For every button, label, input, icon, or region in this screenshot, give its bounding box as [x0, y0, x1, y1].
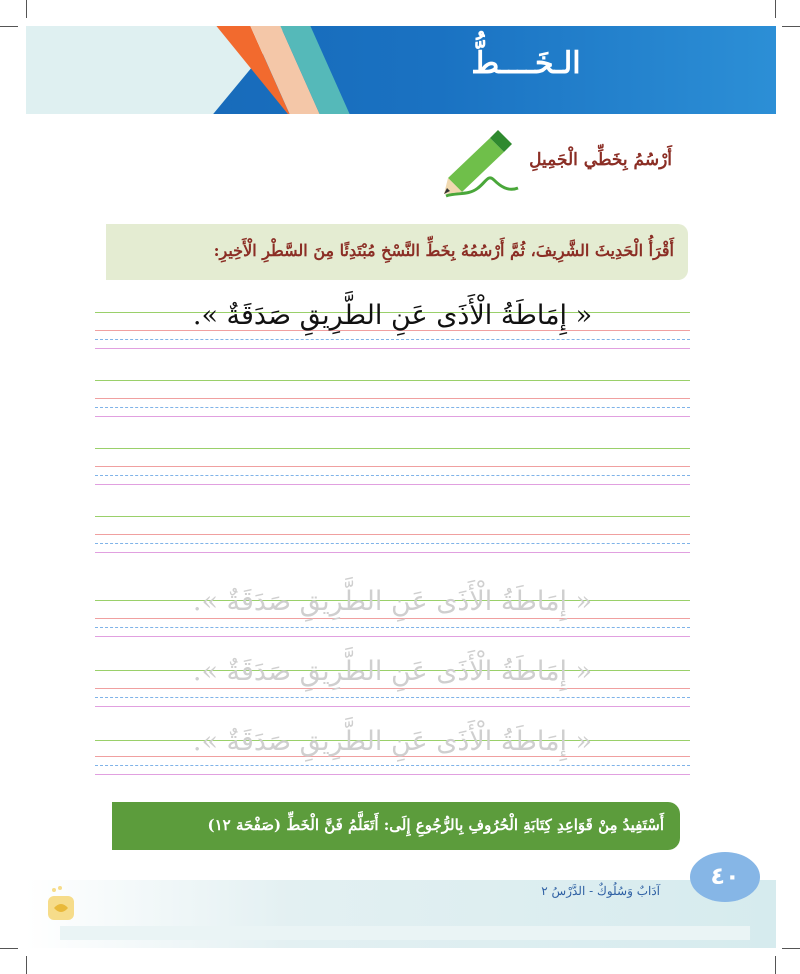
crop-mark — [0, 26, 18, 27]
tip-text: أَسْتَفِيدُ مِنْ قَوَاعِدِ كِتَابَةِ الْحُرُوفِ بِالرُّجُوعِ إِلَى: أَتَعَلَّمُ فَنَّ الْخَطِّ (صَفْحَة ١٢) — [207, 816, 664, 834]
crop-mark — [0, 948, 18, 949]
guide-line — [95, 348, 690, 349]
guide-line — [95, 706, 690, 707]
crop-mark — [775, 956, 776, 974]
model-sentence: « إِمَاطَةُ الْأَذَى عَنِ الطَّرِيقِ صَدَقَةٌ ». — [192, 300, 593, 331]
footer-strip — [60, 926, 750, 940]
tracing-sentence: « إِمَاطَةُ الْأَذَى عَنِ الطَّرِيقِ صَدَقَةٌ ». — [192, 586, 593, 617]
guide-line — [95, 516, 690, 517]
guide-line — [95, 543, 690, 544]
guide-line — [95, 484, 690, 485]
guide-line — [95, 339, 690, 340]
guide-line — [95, 398, 690, 399]
page-number-badge: ٤٠ — [690, 852, 760, 902]
guide-line — [95, 636, 690, 637]
guide-line — [95, 697, 690, 698]
pencil-section-title: أَرْسُمُ بِخَطِّي الْجَمِيلِ — [529, 150, 672, 170]
guide-line — [95, 380, 690, 381]
tracing-sentence: « إِمَاطَةُ الْأَذَى عَنِ الطَّرِيقِ صَدَقَةٌ ». — [192, 726, 593, 757]
guide-line — [95, 448, 690, 449]
tracing-sentence: « إِمَاطَةُ الْأَذَى عَنِ الطَّرِيقِ صَدَقَةٌ ». — [192, 656, 593, 687]
guide-line — [95, 627, 690, 628]
crop-mark — [26, 0, 27, 18]
crop-mark — [26, 956, 27, 974]
guide-line — [95, 475, 690, 476]
guide-line — [95, 534, 690, 535]
guide-line — [95, 618, 690, 619]
crop-mark — [775, 0, 776, 18]
instruction-text: أَقْرَأُ الْحَدِيثَ الشَّرِيفَ، ثُمَّ أَرْسُمُهُ بِخَطِّ النَّسْخِ مُبْتَدِئًا مِنَ السَّطْرِ الْأَخِيرِ: — [213, 241, 674, 260]
guide-line — [95, 552, 690, 553]
crop-mark — [782, 948, 800, 949]
crop-mark — [782, 26, 800, 27]
page-title: الـخَــــطُّ — [471, 46, 581, 81]
guide-line — [95, 416, 690, 417]
guide-line — [95, 765, 690, 766]
guide-line — [95, 774, 690, 775]
tip-box — [112, 802, 680, 850]
guide-line — [95, 688, 690, 689]
guide-line — [95, 407, 690, 408]
book-lesson-label: آدَابٌ وَسُلُوكٌ - الدَّرْسُ ٢ — [541, 884, 660, 898]
publisher-logo-icon — [44, 884, 78, 924]
guide-line — [95, 466, 690, 467]
